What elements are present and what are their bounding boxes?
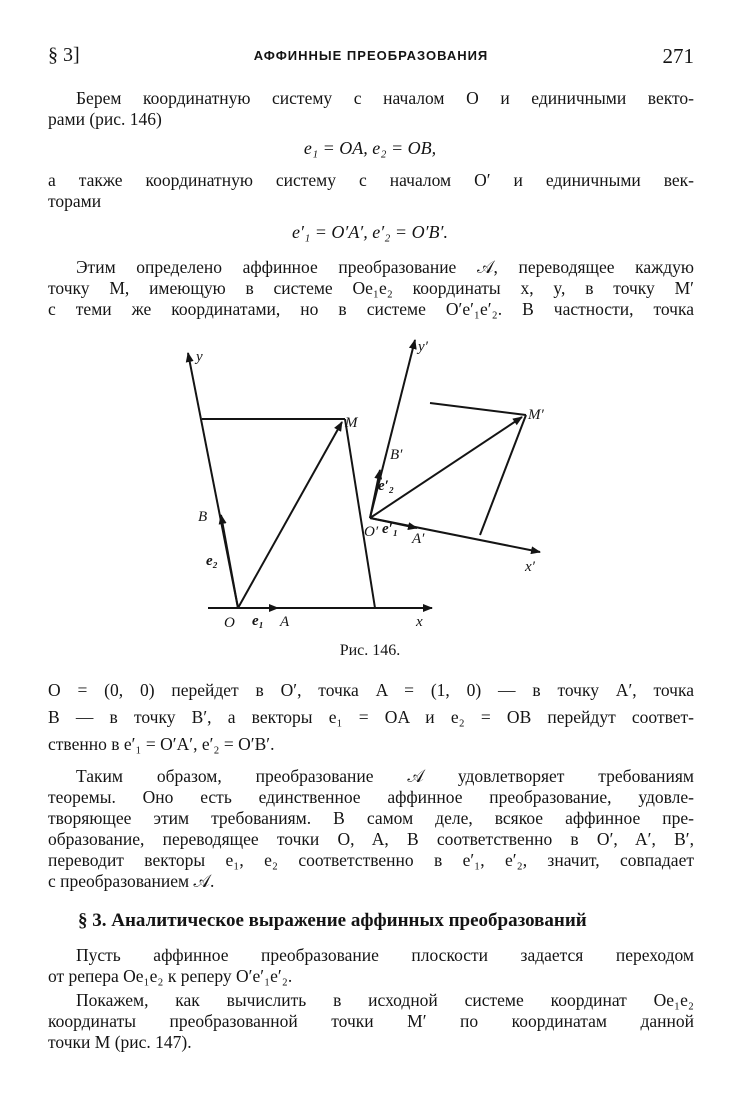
text-line: Таким образом, преобразование 𝒜 удовлетворяет требованиям — [76, 766, 694, 786]
label-y: y — [196, 349, 203, 365]
text-line: рами (рис. 146) — [48, 109, 162, 129]
text-line: точку M, имеющую в системе Oe₁e₂ координаты x, y, в точку M′ — [48, 278, 694, 298]
label-a-prime: A′ — [412, 531, 425, 547]
label-e1-prime: e′₁ — [382, 521, 399, 537]
label-y-prime: y′ — [418, 339, 428, 355]
running-title: АФФИННЫЕ ПРЕОБРАЗОВАНИЯ — [253, 48, 489, 63]
text-line: образование, переводящее точки O, A, B соответственно в O′, A′, B′, — [48, 829, 694, 849]
paragraph-3 — [48, 257, 694, 320]
text-line: Этим определено аффинное преобразование 𝒜, переводящее каждую — [76, 257, 694, 277]
text-line: торами — [48, 191, 102, 211]
text-line: творяющее этим требованиям. В самом деле, всякое аффинное пре- — [48, 808, 694, 828]
label-e2: e₂ — [206, 553, 218, 569]
label-o-prime: O′ — [364, 524, 379, 540]
paragraph-1 — [48, 88, 694, 130]
text-line: с теми же координатами, но в системе O′e′₁e′₂. В частности, точка — [48, 299, 694, 319]
text-line: с преобразованием 𝒜. — [48, 871, 215, 891]
text-line: теоремы. Оно есть единственное аффинное преобразование, удовле- — [48, 787, 694, 807]
label-m: M — [345, 415, 358, 431]
figure-diagram — [120, 335, 550, 635]
text-line: точки M (рис. 147). — [48, 1032, 192, 1052]
text-line: ственно в e′₁ = O′A′, e′₂ = O′B′. — [48, 734, 275, 754]
label-b-prime: B′ — [390, 447, 403, 463]
label-b: B — [198, 509, 208, 525]
paragraph-2 — [48, 170, 694, 212]
running-header — [48, 44, 694, 70]
label-e1: e₁ — [252, 613, 264, 629]
parallelogram-prime-right — [480, 415, 526, 535]
label-a: A — [280, 614, 290, 630]
text-line: Пусть аффинное преобразование плоскости задается переходом — [76, 945, 694, 965]
text-line: переводит векторы e₁, e₂ соответственно в e′₁, e′₂, значит, совпадает — [48, 850, 694, 870]
label-e2-prime: e′₂ — [378, 478, 395, 494]
figure-caption: Рис. 146. — [339, 642, 401, 659]
text-line: O = (0, 0) перейдет в O′, точка A = (1, 0) — в точку A′, точка — [48, 680, 694, 700]
text-line: а также координатную систему с началом O′ и единичными век- — [48, 170, 694, 190]
paragraph-5 — [48, 766, 694, 892]
text-line: B — в точку B′, а векторы e₁ = OA и e₂ = OB перейдут соответ- — [48, 707, 694, 727]
section-heading: § 3. Аналитическое выражение аффинных преобразований — [78, 910, 587, 931]
parallelogram-prime-top — [430, 403, 526, 415]
page-number: 271 — [662, 44, 694, 68]
vector-e2 — [221, 515, 238, 608]
formula-e1p-e2p: e′₁ = O′A′, e′₂ = O′B′. — [292, 222, 448, 242]
label-o: O — [224, 615, 235, 631]
figure-146 — [120, 335, 550, 635]
formula-e1-e2: e₁ = OA, e₂ = OB, — [303, 138, 437, 158]
vector-opmp — [370, 417, 522, 518]
section-reference: § 3] — [48, 44, 80, 66]
label-m-prime: M′ — [528, 407, 544, 423]
vector-om — [238, 422, 342, 608]
paragraph-6 — [48, 945, 694, 987]
text-line: Покажем, как вычислить в исходной системе координат Oe₁e₂ — [76, 990, 694, 1010]
text-line: от репера Oe₁e₂ к реперу O′e′₁e′₂. — [48, 966, 293, 986]
label-x-prime: x′ — [525, 559, 535, 575]
label-x: x — [416, 614, 423, 630]
text-line: Берем координатную систему с началом O и единичными векто- — [76, 88, 694, 108]
text-line: координаты преобразованной точки M′ по координатам данной — [48, 1011, 694, 1031]
paragraph-4 — [48, 680, 694, 755]
paragraph-7 — [48, 990, 694, 1053]
